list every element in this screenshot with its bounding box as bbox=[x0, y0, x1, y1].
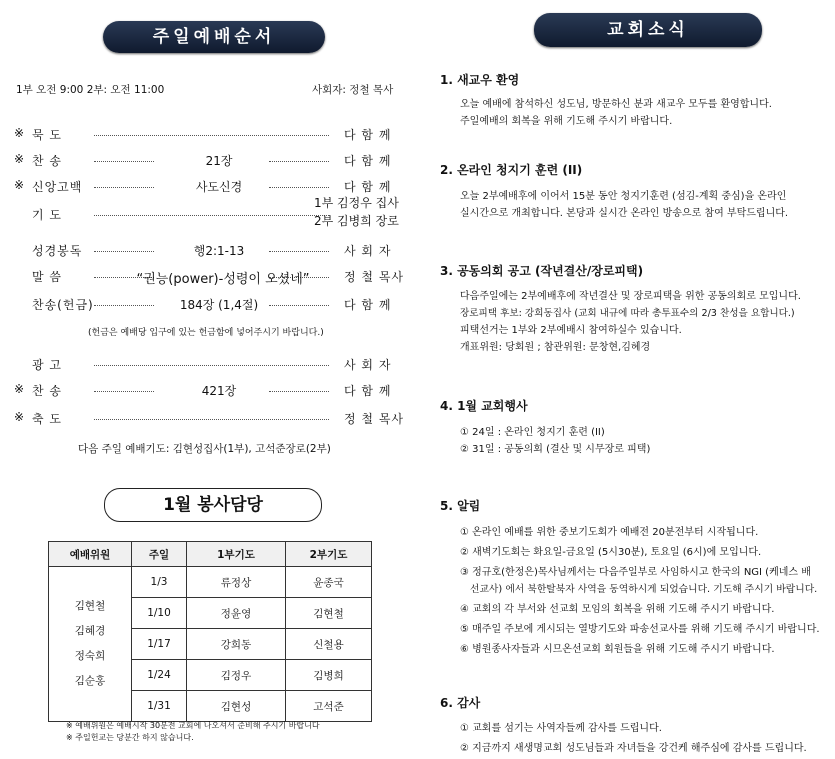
dot-leader bbox=[269, 187, 329, 188]
date-cell: 1/10 bbox=[132, 598, 187, 629]
section-1-line: 주일예배의 회복을 위해 기도해 주시기 바랍니다. bbox=[460, 116, 673, 127]
prayer1-cell: 김정우 bbox=[187, 660, 286, 691]
order-leader: 다 함 께 bbox=[344, 298, 392, 312]
prayer2-cell: 신철용 bbox=[286, 629, 372, 660]
committee-member: 김현철 bbox=[74, 600, 106, 612]
section-5-heading: 5. 알림 bbox=[440, 499, 481, 513]
section-2-line: 실시간으로 개최합니다. 본당과 실시간 온라인 방송으로 참여 부탁드립니다. bbox=[460, 208, 789, 219]
section-3-line: 개표위원: 당회원 ; 참관위원: 문창현,김혜경 bbox=[460, 342, 651, 353]
order-row bbox=[14, 240, 406, 260]
prayer2-cell: 김병희 bbox=[286, 660, 372, 691]
header-sunday: 주일 bbox=[132, 542, 187, 567]
church-news-title: 교회소식 bbox=[534, 13, 762, 47]
order-row bbox=[14, 124, 406, 144]
order-leader: 2부 김병희 장로 bbox=[314, 214, 399, 228]
order-leader: 정 철 목사 bbox=[344, 412, 404, 426]
dot-leader bbox=[269, 305, 329, 306]
order-item: 찬 송 bbox=[32, 154, 62, 168]
section-2-heading: 2. 온라인 청지기 훈련 (II) bbox=[440, 163, 583, 177]
section-1-heading: 1. 새교우 환영 bbox=[440, 73, 520, 87]
order-mark: ※ bbox=[14, 178, 25, 192]
service-duty-table bbox=[48, 541, 372, 722]
order-row bbox=[14, 266, 406, 286]
dot-leader bbox=[94, 187, 154, 188]
order-row bbox=[14, 380, 406, 400]
dot-leader bbox=[94, 215, 329, 216]
offering-note: (헌금은 예배당 입구에 있는 헌금함에 넣어주시기 바랍니다.) bbox=[88, 328, 324, 338]
section-5-line: ③ 정규호(한정은)목사님께서는 다음주일부로 사임하시고 한국의 NGI (케네스 배 bbox=[460, 567, 811, 578]
order-mark: ※ bbox=[14, 126, 25, 140]
header-second-prayer: 2부기도 bbox=[286, 542, 372, 567]
order-row bbox=[14, 354, 406, 374]
service-times: 1부 오전 9:00 2부: 오전 11:00 bbox=[16, 84, 165, 96]
section-3-line: 피택선거는 1부와 2부예배시 참여하실수 있습니다. bbox=[460, 325, 682, 336]
order-content: “권능(power)-성령이 오셨네” bbox=[136, 272, 310, 287]
section-3-line: 다음주일에는 2부예배후에 작년결산 및 장로피택을 위한 공동의회로 모입니다. bbox=[460, 291, 801, 302]
prayer2-cell: 김현철 bbox=[286, 598, 372, 629]
footnote-committee: ※ 예배위원은 예배시작 30분전 교회에 나오셔서 준비해 주시기 바랍니다 bbox=[66, 721, 320, 730]
prayer1-cell: 류정상 bbox=[187, 567, 286, 598]
service-duty-title: 1월 봉사담당 bbox=[104, 488, 322, 522]
dot-leader bbox=[94, 161, 154, 162]
order-leader: 다 함 께 bbox=[344, 180, 392, 194]
dot-leader bbox=[94, 365, 329, 366]
section-5-line: 선교사) 에서 북한탈북자 사역을 동역하시게 되었습니다. 기도해 주시기 바랍니다. bbox=[470, 584, 818, 595]
order-leader: 다 함 께 bbox=[344, 154, 392, 168]
order-row bbox=[14, 294, 406, 314]
dot-leader bbox=[269, 251, 329, 252]
section-4-line: ① 24일 : 온라인 청지기 훈련 (II) bbox=[460, 427, 605, 438]
order-item: 성경봉독 bbox=[32, 244, 83, 258]
order-mark: ※ bbox=[14, 152, 25, 166]
section-3-heading: 3. 공동의회 공고 (작년결산/장로피택) bbox=[440, 264, 644, 278]
order-leader: 다 함 께 bbox=[344, 128, 392, 142]
order-content: 사도신경 bbox=[195, 180, 243, 194]
dot-leader bbox=[269, 391, 329, 392]
order-content: 184장 (1,4절) bbox=[179, 298, 259, 312]
order-item: 묵 도 bbox=[32, 128, 62, 142]
order-item: 찬송(헌금) bbox=[32, 298, 94, 312]
order-mark: ※ bbox=[14, 382, 25, 396]
section-5-line: ① 온라인 예배를 위한 중보기도회가 예배전 20분전부터 시작됩니다. bbox=[460, 527, 759, 538]
next-prayer: 다음 주일 예배기도: 김현성집사(1부), 고석준장로(2부) bbox=[78, 443, 331, 455]
order-item: 신앙고백 bbox=[32, 180, 83, 194]
committee-member: 김순홍 bbox=[74, 675, 106, 687]
prayer1-cell: 강희동 bbox=[187, 629, 286, 660]
section-6-line: ① 교회를 섬기는 사역자들께 감사를 드립니다. bbox=[460, 723, 662, 734]
order-leader: 정 철 목사 bbox=[344, 270, 404, 284]
section-4-line: ② 31일 : 공동의회 (결산 및 시무장로 피택) bbox=[460, 444, 651, 455]
order-leader: 1부 김정우 집사 bbox=[314, 196, 399, 210]
section-5-line: ② 새벽기도회는 화요일-금요일 (5시30분), 토요일 (6시)에 모입니다. bbox=[460, 547, 762, 558]
date-cell: 1/17 bbox=[132, 629, 187, 660]
section-6-heading: 6. 감사 bbox=[440, 696, 481, 710]
dot-leader bbox=[94, 135, 329, 136]
prayer2-cell: 윤종국 bbox=[286, 567, 372, 598]
order-mark: ※ bbox=[14, 410, 25, 424]
order-row bbox=[14, 176, 406, 196]
committee-member: 김혜경 bbox=[74, 625, 106, 637]
order-item: 말 씀 bbox=[32, 270, 62, 284]
dot-leader bbox=[94, 419, 329, 420]
header-committee: 예배위원 bbox=[49, 542, 132, 567]
footnote-offering: ※ 주일헌교는 당분간 하지 않습니다. bbox=[66, 733, 194, 742]
section-4-heading: 4. 1월 교회행사 bbox=[440, 399, 528, 413]
order-leader: 사 회 자 bbox=[344, 244, 392, 258]
order-leader: 사 회 자 bbox=[344, 358, 392, 372]
section-5-line: ⑥ 병원종사자들과 시므온선교회 회원들을 위해 기도해 주시기 바랍니다. bbox=[460, 644, 775, 655]
prayer1-cell: 김현성 bbox=[187, 691, 286, 722]
section-2-line: 오늘 2부예배후에 이어서 15분 동안 청지기훈련 (섬김-계획 중심)을 온라인 bbox=[460, 191, 787, 202]
section-5-line: ⑤ 매주일 주보에 게시되는 열방기도와 파송선교사를 위해 기도해 주시기 바랍니다. bbox=[460, 624, 820, 635]
host-name: 사회자: 정철 목사 bbox=[312, 84, 394, 96]
order-row bbox=[14, 196, 406, 228]
section-6-line: ② 지금까지 새생명교회 성도님들과 자녀들을 강건케 해주심에 감사를 드립니다. bbox=[460, 743, 807, 754]
dot-leader bbox=[94, 251, 154, 252]
order-item: 기 도 bbox=[32, 208, 62, 222]
order-item: 찬 송 bbox=[32, 384, 62, 398]
order-item: 축 도 bbox=[32, 412, 62, 426]
section-1-line: 오늘 예배에 참석하신 성도님, 방문하신 분과 새교우 모두를 환영합니다. bbox=[460, 99, 772, 110]
order-item: 광 고 bbox=[32, 358, 62, 372]
prayer2-cell: 고석준 bbox=[286, 691, 372, 722]
worship-order-title: 주일예배순서 bbox=[103, 21, 325, 53]
dot-leader bbox=[269, 161, 329, 162]
order-content: 21장 bbox=[205, 154, 233, 168]
header-first-prayer: 1부기도 bbox=[187, 542, 286, 567]
dot-leader bbox=[94, 391, 154, 392]
order-content: 행2:1-13 bbox=[193, 244, 245, 258]
order-row bbox=[14, 150, 406, 170]
prayer1-cell: 정윤영 bbox=[187, 598, 286, 629]
order-content: 421장 bbox=[201, 384, 237, 398]
section-5-line: ④ 교회의 각 부서와 선교회 모임의 회복을 위해 기도해 주시기 바랍니다. bbox=[460, 604, 775, 615]
section-3-line: 장로피택 후보: 강희동집사 (교회 내규에 따라 총투표수의 2/3 찬성을 요합니다.) bbox=[460, 308, 795, 319]
order-leader: 다 함 께 bbox=[344, 384, 392, 398]
order-row bbox=[14, 408, 406, 428]
committee-cell bbox=[49, 567, 132, 722]
date-cell: 1/3 bbox=[132, 567, 187, 598]
date-cell: 1/24 bbox=[132, 660, 187, 691]
dot-leader bbox=[94, 305, 154, 306]
committee-member: 정숙희 bbox=[74, 650, 106, 662]
table-row bbox=[49, 567, 372, 598]
date-cell: 1/31 bbox=[132, 691, 187, 722]
